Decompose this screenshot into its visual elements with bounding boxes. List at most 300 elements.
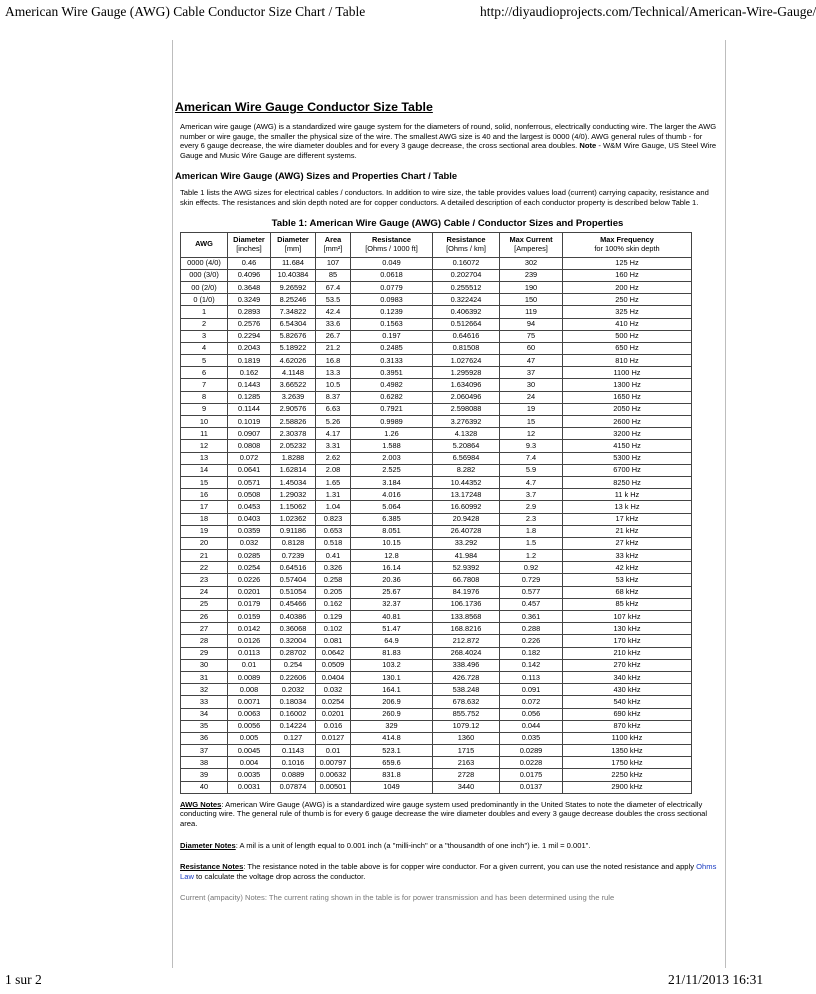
table-cell: 5.9 [500,464,563,476]
table-cell: 84.1976 [433,586,500,598]
table-cell: 0.0359 [228,525,271,537]
table-cell: 0.091 [500,684,563,696]
table-cell: 414.8 [351,732,433,744]
table-cell: 19 [181,525,228,537]
table-cell: 75 [500,330,563,342]
column-header-main: Diameter [233,234,265,244]
table-cell: 0.0285 [228,550,271,562]
table-cell: 0.823 [316,513,351,525]
table-cell: 0.288 [500,623,563,635]
table-row [181,318,692,330]
table-header-row [181,232,692,257]
table-row [181,440,692,452]
table-cell: 0.01 [228,659,271,671]
table-cell: 0.28702 [271,647,316,659]
table-cell: 0.8128 [271,537,316,549]
table-cell: 20.36 [351,574,433,586]
table-row [181,294,692,306]
table-cell: 8.282 [433,464,500,476]
table-cell: 0.653 [316,525,351,537]
table-cell: 0.0071 [228,696,271,708]
table-cell: 0.57404 [271,574,316,586]
table-row [181,574,692,586]
table-cell: 1360 [433,732,500,744]
table-cell: 33 kHz [563,550,692,562]
table-row [181,513,692,525]
table-cell: 40.81 [351,611,433,623]
column-header-unit: [Ohms / km] [446,243,486,253]
table-cell: 0.00797 [316,757,351,769]
column-header-unit: [inches] [236,243,262,253]
column-header-unit: [mm²] [323,243,343,253]
column-header-main: AWG [195,239,213,249]
table-cell: 0.255512 [433,281,500,293]
table-cell: 000 (3/0) [181,269,228,281]
table-cell: 52.9392 [433,562,500,574]
table-cell: 15 [181,476,228,488]
table-cell: 26.7 [316,330,351,342]
table-cell: 1.29032 [271,489,316,501]
table-cell: 0.0254 [316,696,351,708]
table-cell: 125 Hz [563,257,692,269]
table-cell: 0.0142 [228,623,271,635]
table-cell: 4.7 [500,476,563,488]
table-cell: 1 [181,306,228,318]
table-cell: 3.66522 [271,379,316,391]
table-row [181,611,692,623]
table-cell: 2050 Hz [563,403,692,415]
table-cell: 0000 (4/0) [181,257,228,269]
table-cell: 0.113 [500,671,563,683]
table-cell: 3.31 [316,440,351,452]
table-cell: 1.027624 [433,355,500,367]
page-title: American Wire Gauge Conductor Size Table [175,100,433,114]
table-cell: 0.92 [500,562,563,574]
table-cell: 30 [500,379,563,391]
column-header [316,232,351,257]
table-cell: 0.162 [316,598,351,610]
table-cell: 0.202704 [433,269,500,281]
notes-section [180,800,720,882]
table-cell: 6.63 [316,403,351,415]
table-cell: 20.9428 [433,513,500,525]
table-cell: 40 [181,781,228,793]
table-cell: 2.62 [316,452,351,464]
table-cell: 0.1239 [351,306,433,318]
table-cell: 0.0228 [500,757,563,769]
table-cell: 130.1 [351,671,433,683]
table-cell: 1.15062 [271,501,316,513]
table-cell: 690 kHz [563,708,692,720]
table-row [181,708,692,720]
table-cell: 2.003 [351,452,433,464]
table-cell: 523.1 [351,745,433,757]
table-cell: 21 kHz [563,525,692,537]
table-row [181,257,692,269]
table-row [181,659,692,671]
table-cell: 0.14224 [271,720,316,732]
table-cell: 21.2 [316,342,351,354]
table-cell: 22 [181,562,228,574]
table-cell: 5.82676 [271,330,316,342]
table-cell: 0.2576 [228,318,271,330]
column-header-main: Max Frequency [600,234,654,244]
table-cell: 0.0642 [316,647,351,659]
table-cell: 64.9 [351,635,433,647]
table-cell: 53 kHz [563,574,692,586]
table-cell: 0.40386 [271,611,316,623]
table-cell: 0.0089 [228,671,271,683]
table-cell: 12 [181,440,228,452]
table-cell: 164.1 [351,684,433,696]
table-row [181,537,692,549]
table-cell: 0.9989 [351,416,433,428]
table-cell: 130 kHz [563,623,692,635]
table-row [181,428,692,440]
table-cell: 3.184 [351,476,433,488]
table-cell: 0.22606 [271,671,316,683]
table-cell: 2.9 [500,501,563,513]
table-cell: 0.127 [271,732,316,744]
table-row [181,355,692,367]
table-cell: 0.0453 [228,501,271,513]
table-cell: 6.385 [351,513,433,525]
table-cell: 0.0289 [500,745,563,757]
table-cell: 42 kHz [563,562,692,574]
table-cell: 168.8216 [433,623,500,635]
table-cell: 1.31 [316,489,351,501]
table-cell: 3200 Hz [563,428,692,440]
table-cell: 1750 kHz [563,757,692,769]
table-cell: 1.65 [316,476,351,488]
table-cell: 0.258 [316,574,351,586]
table-cell: 0.18034 [271,696,316,708]
table-cell: 659.6 [351,757,433,769]
table-cell: 302 [500,257,563,269]
table-cell: 0.0508 [228,489,271,501]
awg-notes-text: : American Wire Gauge (AWG) is a standardized wire gauge system used predominantly in the United States to note the diameter of electrically conducting wire. The general rule of thumb is for every 6 gauge decrease the wire diameter doubles and every 3 gauge decrease doubles the cross sectional area. [180,799,708,828]
table-cell: 27 [181,623,228,635]
table-cell: 0.7239 [271,550,316,562]
table-cell: 10.15 [351,537,433,549]
table-cell: 0.162 [228,367,271,379]
table-cell: 0.2294 [228,330,271,342]
resistance-notes-label: Resistance Notes [180,862,244,872]
column-header [433,232,500,257]
table-cell: 37 [500,367,563,379]
table-cell: 0.0808 [228,440,271,452]
table-cell: 0.0907 [228,428,271,440]
table-row [181,598,692,610]
table-cell: 426.728 [433,671,500,683]
table-cell: 0.1143 [271,745,316,757]
table-cell: 855.752 [433,708,500,720]
intro-paragraph [180,122,720,160]
table-cell: 51.47 [351,623,433,635]
table-cell: 25 [181,598,228,610]
table-row [181,623,692,635]
table-cell: 0.00632 [316,769,351,781]
table-cell: 2163 [433,757,500,769]
table-cell: 206.9 [351,696,433,708]
table-cell: 325 Hz [563,306,692,318]
diameter-notes-label: Diameter Notes [180,840,236,850]
table-cell: 0.2043 [228,342,271,354]
table-cell: 1.2 [500,550,563,562]
table-cell: 0.182 [500,647,563,659]
table-cell: 0.044 [500,720,563,732]
table-cell: 4.1328 [433,428,500,440]
column-header [271,232,316,257]
table-cell: 0.0063 [228,708,271,720]
table-row [181,720,692,732]
table-cell: 0.2032 [271,684,316,696]
table-cell: 15 [500,416,563,428]
table-row [181,476,692,488]
table-cell: 0.016 [316,720,351,732]
table-cell: 1.8 [500,525,563,537]
table-row [181,416,692,428]
table-cell: 0.0056 [228,720,271,732]
table-cell: 150 [500,294,563,306]
table-cell: 1.295928 [433,367,500,379]
table-row [181,501,692,513]
table-cell: 2.060496 [433,391,500,403]
table-row [181,684,692,696]
table-cell: 29 [181,647,228,659]
browser-header-url: http://diyaudioprojects.com/Technical/American-Wire-Gauge/ [480,4,816,19]
table-cell: 268.4024 [433,647,500,659]
table-cell: 1.45034 [271,476,316,488]
table-cell: 190 [500,281,563,293]
table-cell: 0.049 [351,257,433,269]
page-border-right [725,40,726,968]
table-cell: 00 (2/0) [181,281,228,293]
table-cell: 6 [181,367,228,379]
table-cell: 7.34822 [271,306,316,318]
table-cell: 7.4 [500,452,563,464]
table-cell: 0.0226 [228,574,271,586]
article [175,100,720,903]
table-cell: 0.07874 [271,781,316,793]
table-cell: 0.0618 [351,269,433,281]
table-cell: 4.17 [316,428,351,440]
table-cell: 0.3249 [228,294,271,306]
table-cell: 0.0403 [228,513,271,525]
table-cell: 2.90576 [271,403,316,415]
table-cell: 0.0031 [228,781,271,793]
table-cell: 11 k Hz [563,489,692,501]
table-cell: 21 [181,550,228,562]
table-cell: 107 kHz [563,611,692,623]
table-cell: 0.36068 [271,623,316,635]
diameter-notes-text: : A mil is a unit of length equal to 0.001 inch (a "milli-inch" or a "thousandth of one inch") ie. 1 mil = 0.001". [235,840,591,850]
table-row [181,367,692,379]
table-cell: 38 [181,757,228,769]
table-cell: 25.67 [351,586,433,598]
table-cell: 31 [181,671,228,683]
table-cell: 2250 kHz [563,769,692,781]
awg-notes [180,800,720,829]
table-cell: 0.0127 [316,732,351,744]
table-cell: 27 kHz [563,537,692,549]
table-cell: 3.7 [500,489,563,501]
table-cell: 0.032 [316,684,351,696]
browser-footer-page: 1 sur 2 [5,972,42,987]
column-header [351,232,433,257]
table-cell: 2728 [433,769,500,781]
table-cell: 0.0137 [500,781,563,793]
table-cell: 14 [181,464,228,476]
table-cell: 0.577 [500,586,563,598]
table-cell: 16.60992 [433,501,500,513]
table-cell: 0.326 [316,562,351,574]
table-cell: 0.056 [500,708,563,720]
table-cell: 338.496 [433,659,500,671]
table-cell: 106.1736 [433,598,500,610]
table-cell: 1.02362 [271,513,316,525]
table-cell: 0.518 [316,537,351,549]
table-row [181,647,692,659]
column-header-unit: [Ohms / 1000 ft] [365,243,418,253]
table-row [181,586,692,598]
intro-text: American wire gauge (AWG) is a standardized wire gauge system for the diameters of round, solid, nonferrous, electrically conducting wire. The larger the AWG number or wire gauge, the smaller the physical size of the wire. The smallest AWG size is 40 and the largest is 0000 (4/0). AWG general rules of thumb - for every 6 gauge decrease, the wire diameter doubles and for every 3 gauge decrease, the cross sectional area doubles. [180,122,717,151]
table-cell: 0.0035 [228,769,271,781]
table-cell: 36 [181,732,228,744]
table-cell: 103.2 [351,659,433,671]
intro-note-label: Note [579,141,597,151]
table-cell: 1.5 [500,537,563,549]
table-cell: 12.8 [351,550,433,562]
table-cell: 0.4982 [351,379,433,391]
column-header-unit: for 100% skin depth [594,243,660,253]
table-cell: 8 [181,391,228,403]
table-cell: 239 [500,269,563,281]
table-cell: 107 [316,257,351,269]
table-row [181,696,692,708]
table-cell: 1715 [433,745,500,757]
table-cell: 53.5 [316,294,351,306]
table-cell: 0.64516 [271,562,316,574]
table-cell: 16.14 [351,562,433,574]
table-cell: 67.4 [316,281,351,293]
table-cell: 2 [181,318,228,330]
table-cell: 329 [351,720,433,732]
table-cell: 9.3 [500,440,563,452]
table-cell: 260.9 [351,708,433,720]
table-cell: 3440 [433,781,500,793]
table-cell: 0.1819 [228,355,271,367]
table-row [181,452,692,464]
ohms-law-link[interactable]: Ohms Law [180,862,717,881]
diameter-notes [180,841,720,851]
table-cell: 33 [181,696,228,708]
column-header-main: Resistance [371,234,412,244]
column-header [500,232,563,257]
table-cell: 0.16002 [271,708,316,720]
table-cell: 47 [500,355,563,367]
table-cell: 9 [181,403,228,415]
table-cell: 5.20864 [433,440,500,452]
table-row [181,671,692,683]
table-cell: 0.0126 [228,635,271,647]
table-cell: 2.525 [351,464,433,476]
table-cell: 0.01 [316,745,351,757]
table-cell: 1.04 [316,501,351,513]
column-header-main: Area [324,234,342,244]
table-cell: 0.406392 [433,306,500,318]
table-row [181,342,692,354]
table-row [181,525,692,537]
table-cell: 13.3 [316,367,351,379]
table-row [181,489,692,501]
table-cell: 35 [181,720,228,732]
table-cell: 1650 Hz [563,391,692,403]
column-header-unit: [mm] [284,243,302,253]
table-cell: 0.2485 [351,342,433,354]
table-cell: 0.6282 [351,391,433,403]
awg-notes-label: AWG Notes [180,799,222,809]
table-cell: 0.226 [500,635,563,647]
table-cell: 10.5 [316,379,351,391]
table-cell: 2.3 [500,513,563,525]
table-cell: 0.91186 [271,525,316,537]
table-cell: 5300 Hz [563,452,692,464]
table-row [181,464,692,476]
table-cell: 13.17248 [433,489,500,501]
table-cell: 0.0113 [228,647,271,659]
table-cell: 0.008 [228,684,271,696]
table-cell: 13 k Hz [563,501,692,513]
table-row [181,403,692,415]
table-cell: 0.3133 [351,355,433,367]
table-cell: 1.8288 [271,452,316,464]
table-cell: 133.8568 [433,611,500,623]
table-cell: 23 [181,574,228,586]
table-cell: 0.005 [228,732,271,744]
table-row [181,281,692,293]
column-header [181,232,228,257]
table-cell: 10.44352 [433,476,500,488]
table-cell: 85 [316,269,351,281]
table-cell: 20 [181,537,228,549]
table-cell: 678.632 [433,696,500,708]
table-cell: 0.0175 [500,769,563,781]
table-cell: 200 Hz [563,281,692,293]
table-cell: 0.0404 [316,671,351,683]
table-cell: 0.129 [316,611,351,623]
table-row [181,732,692,744]
column-header-main: Resistance [446,234,486,244]
table-cell: 0.4096 [228,269,271,281]
resistance-notes-text-2: to calculate the voltage drop across the conductor. [193,871,366,881]
table-cell: 0.0179 [228,598,271,610]
resistance-notes [180,862,720,881]
table-cell: 0.16072 [433,257,500,269]
table-cell: 4 [181,342,228,354]
table-cell: 0.457 [500,598,563,610]
table-cell: 1.62814 [271,464,316,476]
table-cell: 85 kHz [563,598,692,610]
table-cell: 1079.12 [433,720,500,732]
table-cell: 4.1148 [271,367,316,379]
table-cell: 4.62026 [271,355,316,367]
table-cell: 68 kHz [563,586,692,598]
table-row [181,769,692,781]
table-cell: 538.248 [433,684,500,696]
table-cell: 8.25246 [271,294,316,306]
column-header [228,232,271,257]
